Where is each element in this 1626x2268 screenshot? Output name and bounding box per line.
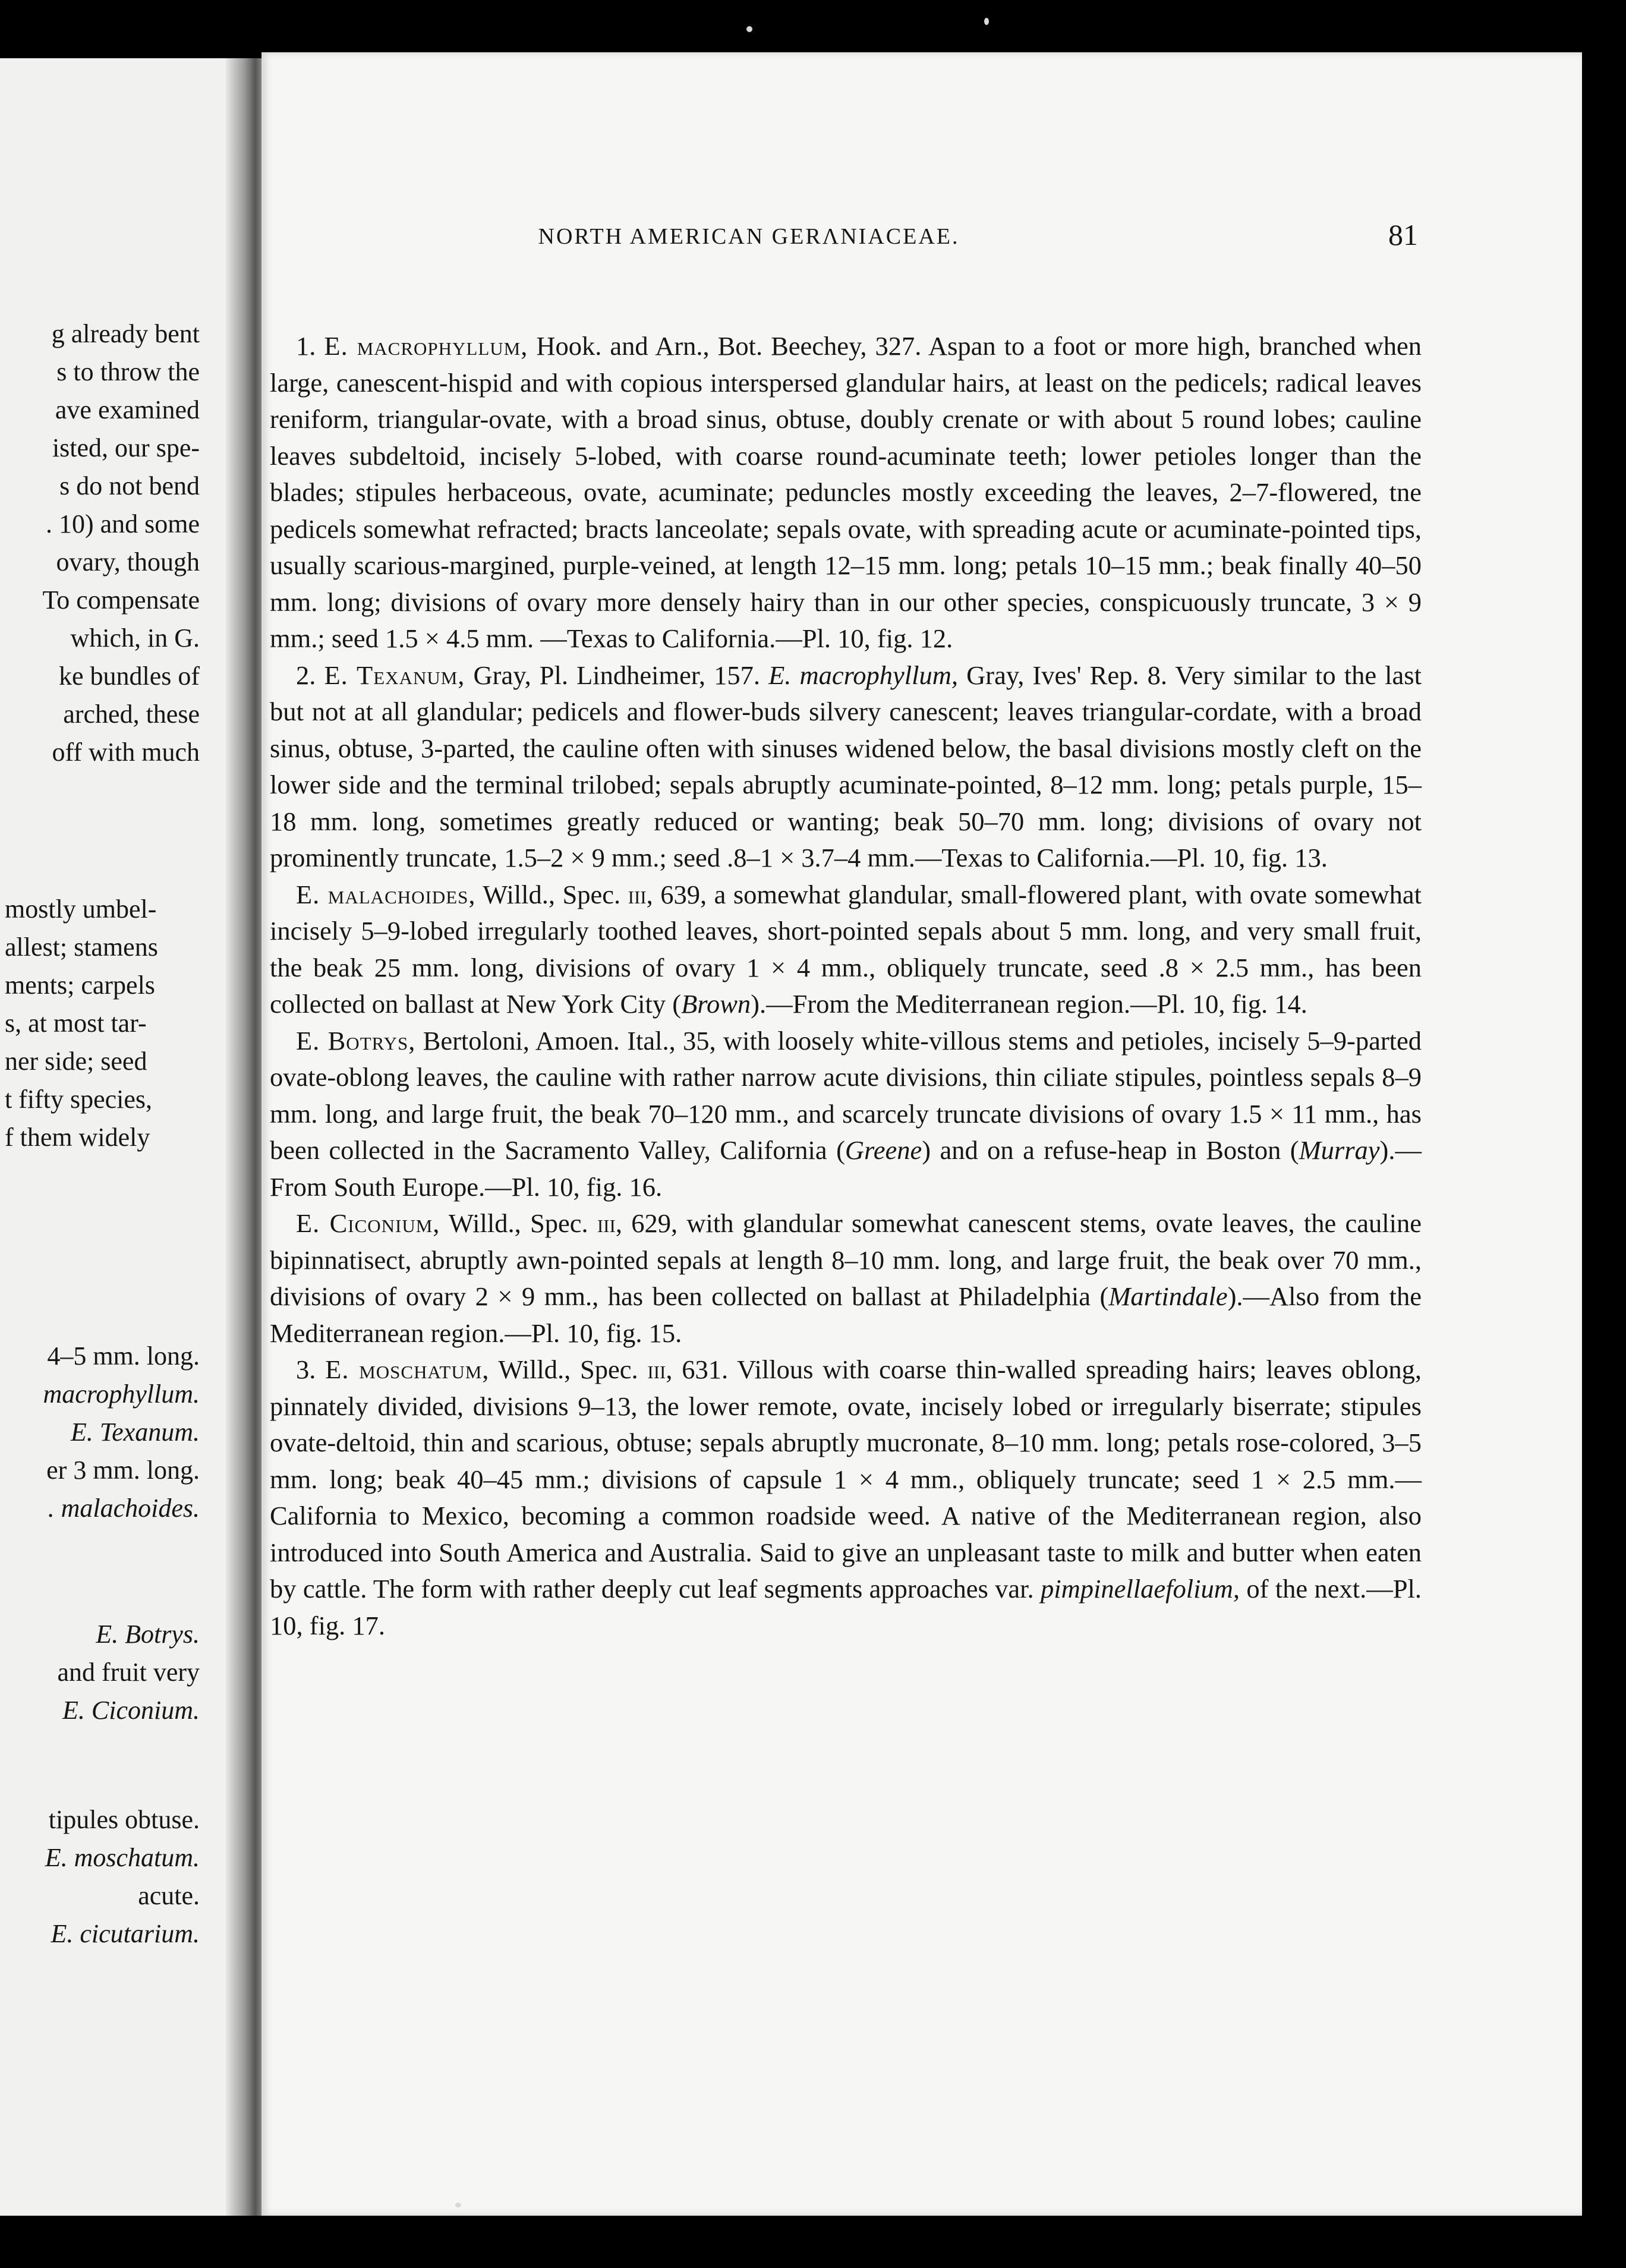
left-page-line: ave examined	[55, 395, 200, 424]
left-page-line: g already bent	[51, 319, 200, 348]
left-page-line: s, at most tar-	[5, 1009, 147, 1038]
volume-number: iii	[597, 1208, 616, 1238]
species-name: E. Botrys,	[296, 1025, 416, 1056]
paragraph-texanum	[270, 657, 1422, 877]
paragraph-malachoides	[270, 877, 1422, 1023]
collector-name: Brown	[681, 989, 751, 1019]
species-number: 2.	[296, 660, 316, 690]
previous-page-strip	[0, 58, 238, 2216]
running-head: NORTH AMERICAN GERΛNIACEAE.	[538, 224, 960, 249]
paragraph-macrophyllum	[270, 328, 1422, 657]
left-page-line: mostly umbel-	[5, 894, 157, 924]
scan-speck	[746, 26, 752, 32]
left-page-line: s to throw the	[56, 357, 200, 386]
volume-number: iii	[628, 879, 647, 909]
species-name: E. moschatum,	[325, 1354, 490, 1384]
paragraph-text: Bertoloni, Amoen. Ital., 35, with loosely white-villous stems and petioles, incisely 5–9-parted ovate-oblong leaves, the cauline with rather narrow acute divisions, thin ciliate stipules, pointless sepals 8–9 mm. long, and large fruit, the beak 70–120 mm., and scarcely truncate divisions of ovary 1.5 × 11 mm., has been collected in the Sacramento Valley, California (	[270, 1025, 1422, 1165]
species-name: E. malachoides,	[296, 879, 476, 909]
left-page-key-line: and fruit very	[57, 1658, 200, 1687]
left-page-key-line: 4–5 mm. long.	[47, 1341, 200, 1371]
left-page-key-line: E. Ciconium.	[62, 1696, 200, 1725]
paragraph-text: , 639, a somewhat glandular, small-flowered plant, with ovate somewhat incisely 5–9-lobed irregularly toothed leaves, short-pointed sepals about 5 mm. long, and very small fruit, the beak 25 mm. long, divisions of ovary 1 × 4 mm., obliquely truncate, seed .8 × 2.5 mm., has been collected on ballast at New York City (	[270, 879, 1422, 1019]
variety-name: pimpinellaefolium,	[1041, 1574, 1240, 1604]
left-page-line: ner side; seed	[5, 1047, 147, 1076]
volume-number: iii	[647, 1354, 666, 1384]
paragraph-text: ) and on a refuse-heap in Boston (	[922, 1135, 1299, 1165]
paragraph-text: Hook. and Arn., Bot. Beechey, 327. Aspan to a foot or more high, branched when large, canescent-hispid and with copious interspersed glandular hairs, at least on the pedicels; radical leaves reniform, triangular-ovate, with a broad sinus, obtuse, doubly crenate or with about 5 round lobes; cauline leaves subdeltoid, incisely 5-lobed, with coarse round-acuminate teeth; lower petioles longer than the blades; stipules herbaceous, ovate, acuminate; peduncles mostly exceeding the leaves, 2–7-flowered, tne pedicels somewhat refracted; bracts lanceolate; sepals ovate, with spreading acute or acuminate-pointed tips, usually scarious-margined, purple-veined, at length 12–15 mm. long; petals 10–15 mm.; beak finally 40–50 mm. long; divisions of ovary more densely hairy than in our other species, conspicuously truncate, 3 × 9 mm.; seed 1.5 × 4.5 mm. —Texas to California.—Pl. 10, fig. 12.	[270, 331, 1422, 653]
left-page-line: f them widely	[5, 1123, 150, 1152]
left-page-key-line: acute.	[138, 1881, 200, 1910]
species-name: E. Texanum,	[324, 660, 465, 690]
collector-name: Martindale	[1108, 1281, 1228, 1311]
species-number: 3.	[296, 1354, 316, 1384]
left-page-line: To compensate	[42, 585, 200, 615]
paragraph-text: ).—Also from the Mediterranean region.—Pl. 10, fig. 15.	[270, 1281, 1422, 1348]
paragraph-text: ).—From the Mediterranean region.—Pl. 10, fig. 14.	[751, 989, 1307, 1019]
species-number: 1.	[296, 331, 316, 361]
paragraph-text: , 631. Villous with coarse thin-walled spreading hairs; leaves oblong, pinnately divided, divisions 9–13, the lower remote, ovate, incisely lobed or irregularly biserrate; stipules ovate-deltoid, thin and scarious, obtuse; sepals abruptly mucronate, 8–10 mm. long; petals rose-colored, 3–5 mm. long; beak 40–45 mm.; divisions of capsule 1 × 4 mm., obliquely truncate; seed 1 × 2.5 mm.—California to Mexico, becoming a common roadside weed. A native of the Mediterranean region, also introduced into South America and Australia. Said to give an unpleasant taste to milk and butter when eaten by cattle. The form with rather deeply cut leaf segments approaches var.	[270, 1354, 1422, 1604]
left-page-line: which, in G.	[70, 623, 200, 653]
scan-speck	[455, 2203, 461, 2207]
left-page-key-line: . malachoides.	[48, 1494, 200, 1523]
left-page-line: s do not bend	[59, 471, 200, 500]
left-page-line: allest; stamens	[5, 933, 158, 962]
species-name: E. macrophyllum,	[324, 331, 528, 361]
left-page-line: ke bundles of	[58, 662, 200, 691]
paragraph-text: ).—From South Europe.—Pl. 10, fig. 16.	[270, 1135, 1422, 1202]
paragraph-text: of the next.—Pl. 10, fig. 17.	[270, 1574, 1422, 1640]
left-page-line: ovary, though	[56, 547, 200, 577]
left-page-key-line: E. cicutarium.	[51, 1919, 200, 1948]
left-page-line: . 10) and some	[45, 509, 200, 538]
left-page-line: t fifty species,	[5, 1085, 153, 1114]
paragraph-text: Willd., Spec.	[489, 1354, 648, 1384]
left-page-line: isted, our spe-	[52, 433, 200, 462]
left-page-line: arched, these	[63, 700, 200, 729]
paragraph-text: Willd., Spec.	[475, 879, 628, 909]
scan-speck	[984, 18, 989, 25]
page-body	[270, 328, 1422, 1644]
page-number: 81	[1388, 218, 1418, 251]
left-page-key-line: E. moschatum.	[45, 1843, 200, 1872]
left-page-key-line: E. Texanum.	[70, 1418, 200, 1447]
left-page-key-line: er 3 mm. long.	[46, 1456, 200, 1485]
paragraph-text: Gray, Pl. Lindheimer, 157.	[465, 660, 769, 690]
paragraph-moschatum	[270, 1352, 1422, 1644]
paragraph-ciconium	[270, 1205, 1422, 1352]
paragraph-text: Gray, Ives' Rep. 8. Very similar to the last but not at all glandular; pedicels and flower-buds silvery canescent; leaves triangular-cordate, with a broad sinus, obtuse, 3-parted, the cauline often with sinuses widened below, the basal divisions mostly cleft on the lower side and the terminal trilobed; sepals abruptly acuminate-pointed, 8–12 mm. long; petals purple, 15–18 mm. long, sometimes greatly reduced or wanting; beak 50–70 mm. long; divisions of ovary not prominently truncate, 1.5–2 × 9 mm.; seed .8–1 × 3.7–4 mm.—Texas to California.—Pl. 10, fig. 13.	[270, 660, 1422, 872]
left-page-key-line: E. Botrys.	[96, 1620, 200, 1649]
synonym-name: E. macrophyllum,	[768, 660, 959, 690]
paragraph-botrys	[270, 1023, 1422, 1206]
collector-name: Murray	[1299, 1135, 1380, 1165]
left-page-key-line: tipules obtuse.	[48, 1805, 200, 1834]
left-page-line: ments; carpels	[5, 971, 155, 1000]
paragraph-text: Willd., Spec.	[440, 1208, 597, 1238]
paragraph-text: , 629, with glandular somewhat canescent stems, ovate leaves, the cauline bipinnatisect, abruptly awn-pointed sepals at length 8–10 mm. long, and large fruit, the beak over 70 mm., divisions of ovary 2 × 9 mm., has been collected on ballast at Philadelphia (	[270, 1208, 1422, 1311]
collector-name: Greene	[844, 1135, 922, 1165]
left-page-key-line: macrophyllum.	[43, 1379, 200, 1409]
species-name: E. Ciconium,	[296, 1208, 440, 1238]
left-page-line: off with much	[52, 738, 200, 767]
